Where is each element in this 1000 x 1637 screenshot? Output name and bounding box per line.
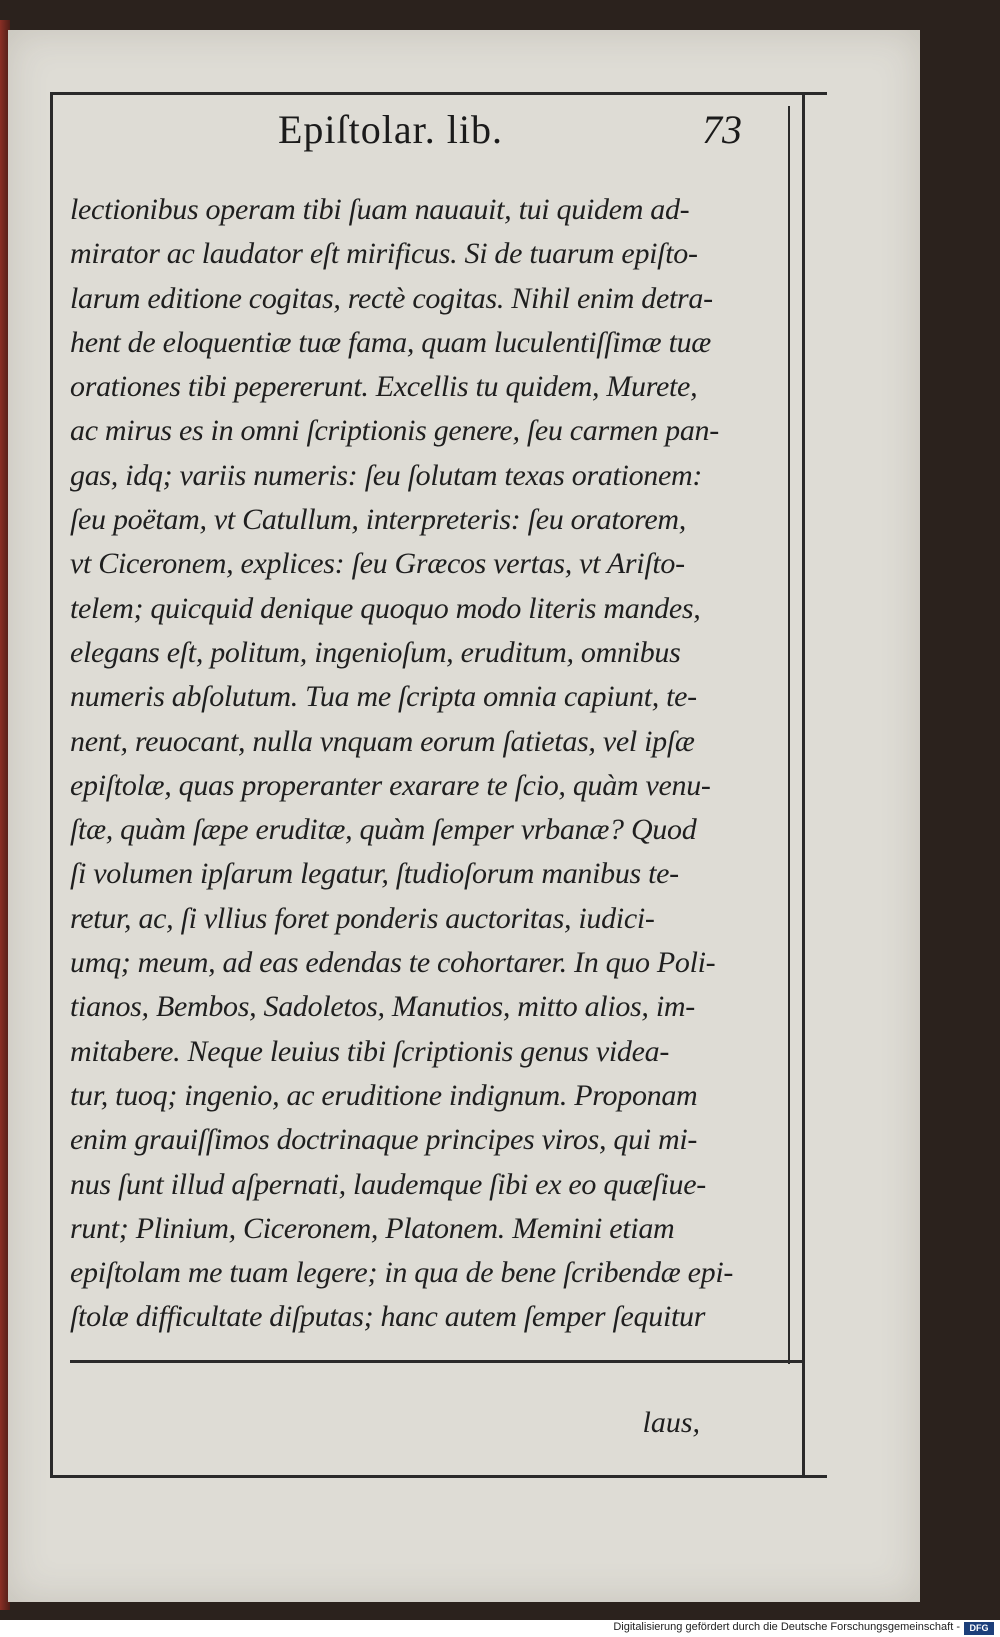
catchword: laus, [642, 1406, 700, 1439]
top-border-rule [50, 92, 827, 95]
text-line: ſtæ, quàm ſæpe eruditæ, quàm ſemper vrbanæ? Quod [70, 813, 697, 847]
text-line: nent, reuocant, nulla vnquam eorum ſatietas, vel ipſæ [70, 724, 695, 758]
text-line: orationes tibi pepererunt. Excellis tu quidem, Murete, [70, 370, 698, 404]
text-line: vt Ciceronem, explices: ſeu Græcos vertas, vt Ariſto- [70, 547, 685, 581]
text-line: nus ſunt illud aſpernati, laudemque ſibi ex eo quæſiue- [70, 1167, 706, 1201]
text-line: mirator ac laudator eſt mirificus. Si de tuarum epiſto- [70, 237, 698, 271]
text-line: runt; Plinium, Ciceronem, Platonem. Memini etiam [70, 1211, 675, 1245]
digitization-credit: Digitalisierung gefördert durch die Deutsche Forschungsgemeinschaft - [613, 1621, 960, 1633]
page-number: 73 [702, 107, 742, 152]
bottom-border-rule [50, 1475, 827, 1478]
text-line: ſi volumen ipſarum legatur, ſtudioſorum manibus te- [70, 857, 679, 891]
text-line: epiſtolæ, quas properanter exarare te ſcio, quàm venu- [70, 768, 711, 802]
text-line: epiſtolam me tuam legere; in qua de bene ſcribendæ epi- [70, 1256, 734, 1290]
text-line: lectionibus operam tibi ſuam nauauit, tui quidem ad- [70, 193, 690, 226]
text-line: tianos, Bembos, Sadoletos, Manutios, mitto alios, im- [70, 990, 695, 1024]
text-line: hent de eloquentiæ tuæ fama, quam luculentiſſimæ tuæ [70, 325, 712, 359]
body-text [70, 188, 790, 1340]
text-line: retur, ac, ſi vllius foret ponderis auctoritas, iudici- [70, 901, 655, 935]
text-line: telem; quicquid denique quoquo modo literis mandes, [70, 591, 701, 625]
text-bottom-rule [70, 1360, 802, 1363]
text-line: mitabere. Neque leuius tibi ſcriptionis genus videa- [70, 1034, 670, 1068]
text-line: enim grauiſſimos doctrinaque principes viros, qui mi- [70, 1123, 698, 1157]
text-line: numeris abſolutum. Tua me ſcripta omnia capiunt, te- [70, 680, 697, 714]
text-line: larum editione cogitas, rectè cogitas. Nihil enim detra- [70, 281, 713, 315]
text-line: ſeu poëtam, vt Catullum, interpreteris: ſeu oratorem, [70, 503, 686, 537]
left-border-rule [50, 92, 53, 1478]
text-line: umq; meum, ad eas edendas te cohortarer. In quo Poli- [70, 946, 716, 980]
text-line: elegans eſt, politum, ingenioſum, eruditum, omnibus [70, 635, 681, 669]
text-line: gas, idq; variis numeris: ſeu ſolutam texas orationem: [70, 458, 703, 492]
text-line: ſtolæ difficultate diſputas; hanc autem ſemper ſequitur [70, 1300, 706, 1334]
outer-right-border-rule [802, 92, 805, 1478]
text-line: ac mirus es in omni ſcriptionis genere, ſeu carmen pan- [70, 414, 719, 448]
text-line: tur, tuoq; ingenio, ac eruditione indignum. Proponam [70, 1078, 698, 1112]
dfg-logo: DFG [964, 1622, 994, 1635]
book-page [8, 30, 920, 1602]
running-head: Epiſtolar. lib. [278, 107, 503, 152]
